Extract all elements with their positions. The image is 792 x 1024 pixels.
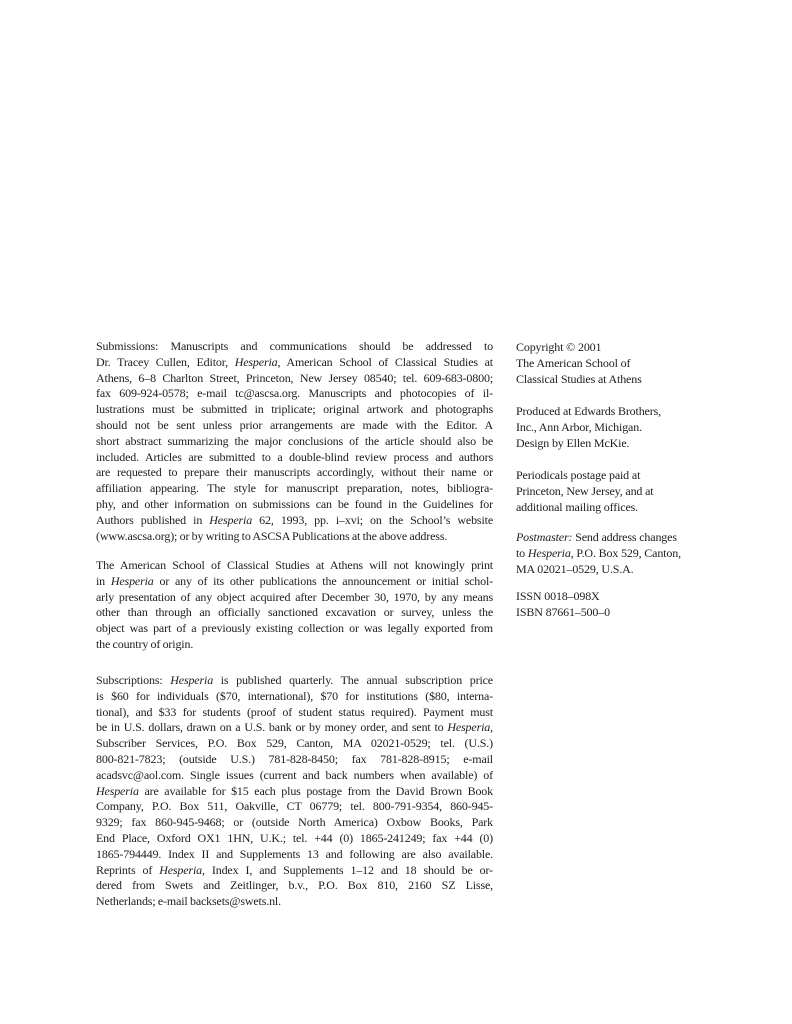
text-line: 800-821-7823; (outside U.S.) 781-828-8450; fax 781-828-8915; e-mail: [96, 751, 493, 766]
text-line: to Hesperia, P.O. Box 529, Canton,: [516, 545, 681, 560]
right-column: [516, 0, 696, 1024]
text-line: Subscriber Services, P.O. Box 529, Canton, MA 02021-0529; tel. (U.S.): [96, 736, 493, 751]
text-line: Netherlands; e-mail backsets@swets.nl.: [96, 894, 281, 909]
paragraph-submissions: [96, 339, 493, 544]
issn-isbn-block: [516, 589, 610, 621]
text-line: Hesperia are available for $15 each plus postage from the David Brown Book: [96, 783, 493, 798]
text-line: Copyright © 2001: [516, 340, 602, 354]
text-line: short abstract summarizing the major conclusions of the article should also be: [96, 433, 493, 448]
text-line: should not be sent unless prior arrangements are made with the Editor. A: [96, 417, 493, 432]
text-line: Design by Ellen McKie.: [516, 435, 630, 450]
text-line: ISSN 0018–098X: [516, 589, 600, 603]
text-line: Authors published in Hesperia 62, 1993, pp. i–xvi; on the School’s website: [96, 512, 493, 527]
paragraph-antiquities-policy: [96, 558, 493, 653]
text-line: tional), and $33 for students (proof of student status required). Payment must: [96, 704, 493, 719]
text-line: affiliation appearing. The style for manuscript preparation, notes, bibliogra-: [96, 481, 493, 496]
text-line: 1865-794449. Index II and Supplements 13 and following are also available.: [96, 846, 493, 861]
text-line: Postmaster: Send address changes: [516, 530, 677, 544]
text-line: other than through an officially sanctioned excavation or survey, unless the: [96, 605, 493, 620]
text-line: Athens, 6–8 Charlton Street, Princeton, New Jersey 08540; tel. 609-683-0800;: [96, 370, 493, 385]
text-line: MA 02021–0529, U.S.A.: [516, 561, 634, 576]
text-line: Dr. Tracey Cullen, Editor, Hesperia, American School of Classical Studies at: [96, 354, 493, 369]
text-line: (www.ascsa.org); or by writing to ASCSA Publications at the above address.: [96, 528, 448, 543]
text-line: phy, and other information on submissions can be found in the Guidelines for: [96, 496, 493, 511]
copyright-block: [516, 340, 642, 387]
text-line: End Place, Oxford OX1 1HN, U.K.; tel. +44 (0) 1865-241249; fax +44 (0): [96, 830, 493, 845]
paragraph-subscriptions: [96, 673, 493, 910]
text-line: are requested to prepare their manuscripts accordingly, without their name or: [96, 465, 493, 480]
text-line: Reprints of Hesperia, Index I, and Supplements 1–12 and 18 should be or-: [96, 862, 493, 877]
text-line: in Hesperia or any of its other publications the announcement or initial schol-: [96, 573, 493, 588]
left-column: [96, 0, 493, 1024]
text-line: Periodicals postage paid at: [516, 468, 641, 482]
text-line: object was part of a previously existing collection or was legally exported from: [96, 621, 493, 636]
text-line: arly presentation of any object acquired after December 30, 1970, by any means: [96, 589, 493, 604]
text-line: included. Articles are submitted to a double-blind review process and authors: [96, 449, 493, 464]
text-line: dered from Swets and Zeitlinger, b.v., P.O. Box 810, 2160 SZ Lisse,: [96, 878, 493, 893]
text-line: ISBN 87661–500–0: [516, 604, 610, 619]
text-line: acadsvc@aol.com. Single issues (current and back numbers when available) of: [96, 767, 493, 782]
production-block: [516, 404, 661, 451]
text-line: the country of origin.: [96, 636, 194, 651]
postmaster-block: [516, 530, 681, 577]
text-line: is $60 for individuals ($70, international), $70 for institutions ($80, interna-: [96, 688, 493, 703]
text-line: Classical Studies at Athens: [516, 371, 642, 386]
text-line: The American School of: [516, 355, 631, 370]
text-line: Subscriptions: Hesperia is published quarterly. The annual subscription price: [96, 673, 493, 687]
text-line: The American School of Classical Studies at Athens will not knowingly print: [96, 558, 493, 572]
text-line: Company, P.O. Box 511, Oakville, CT 06779; tel. 800-791-9354, 860-945-: [96, 799, 493, 814]
text-line: Submissions: Manuscripts and communications should be addressed to: [96, 339, 493, 353]
text-line: be in U.S. dollars, drawn on a U.S. bank or by money order, and sent to Hesperia,: [96, 720, 493, 735]
postage-block: [516, 468, 654, 515]
text-line: fax 609-924-0578; e-mail tc@ascsa.org. Manuscripts and photocopies of il-: [96, 386, 493, 401]
text-line: lustrations must be submitted in triplicate; original artwork and photographs: [96, 402, 493, 417]
text-line: Produced at Edwards Brothers,: [516, 404, 661, 418]
text-line: 9329; fax 860-945-9468; or (outside North America) Oxbow Books, Park: [96, 815, 493, 830]
text-line: Inc., Ann Arbor, Michigan.: [516, 419, 642, 434]
text-line: Princeton, New Jersey, and at: [516, 483, 654, 498]
text-line: additional mailing offices.: [516, 499, 639, 514]
